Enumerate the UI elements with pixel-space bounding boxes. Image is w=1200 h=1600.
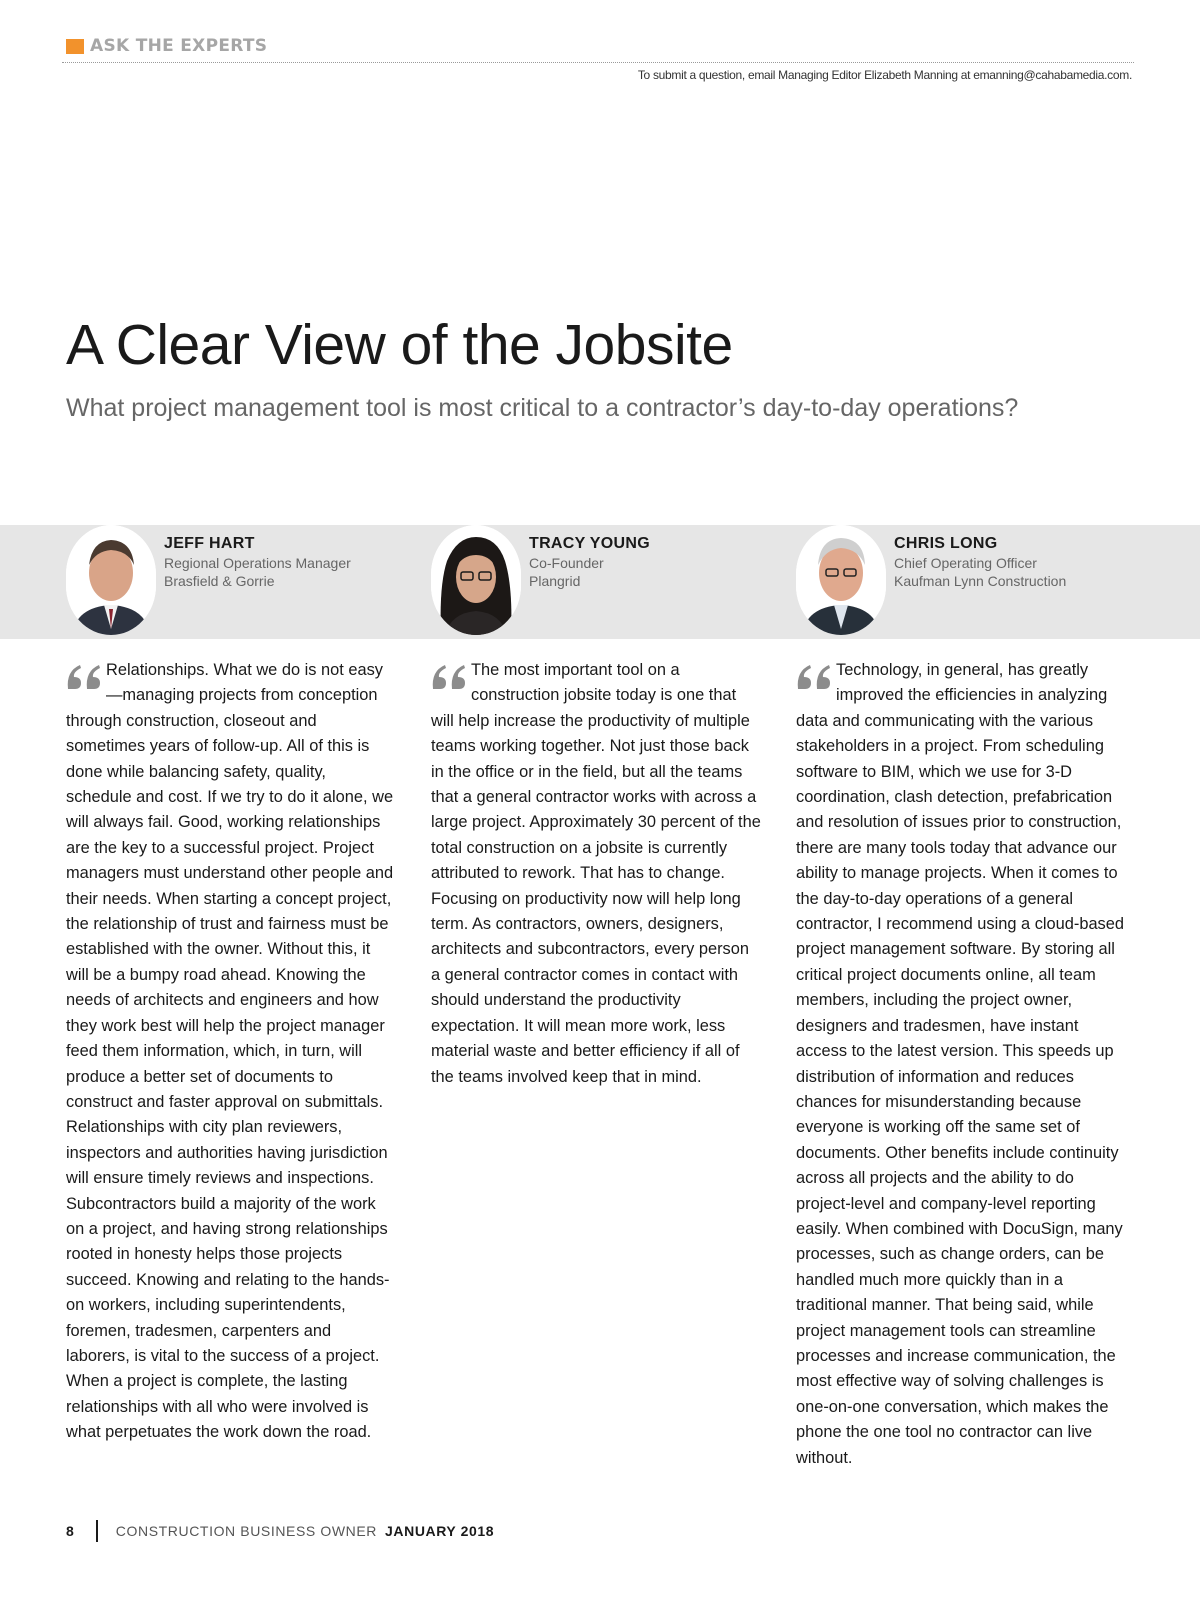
expert-role: Chief Operating Officer [894, 555, 1037, 571]
answer-column-3 [796, 658, 1126, 1471]
expert-role: Co-Founder [529, 555, 604, 571]
avatar [431, 525, 521, 635]
article-subtitle: What project management tool is most critical to a contractor’s day-to-day operations? [66, 394, 1019, 422]
answer-text: Technology, in general, has greatly improved the efficiencies in analyzing data and communicating with the various stakeholders in a project. From scheduling software to BIM, which we use for 3-D coordination, clash detection, prefabrication and resolution of issues prior to construction, there are many tools today that advance our ability to manage projects. When it comes to the day-to-day operations of a general contractor, I recommend using a cloud-based project management software. By storing all critical project documents online, all team members, including the project owner, designers and tradesmen, have instant access to the latest version. This speeds up distribution of information and reduces chances for misunderstanding because everyone is working off the same set of documents. Other benefits include continuity across all projects and the ability to do project-level and company-level reporting easily. When combined with DocuSign, many processes, such as change orders, can be handled much more quickly than in a traditional manner. That being said, while project management tools can streamline processes and increase communication, the most effective way of solving challenges is one-on-one conversation, which makes the phone the one tool no contractor can live without. [796, 661, 1124, 1467]
section-label: ASK THE EXPERTS [90, 36, 268, 56]
quote-icon [796, 661, 836, 703]
avatar [796, 525, 886, 635]
answer-text: Relationships. What we do is not easy—managing projects from conception through construction, closeout and sometimes years of follow-up. All of this is done while balancing safety, quality, schedule and cost. If we try to do it alone, we will always fail. Good, working relationships are the key to a successful project. Project managers must understand other people and their needs. When starting a concept project, the relationship of trust and fairness must be established with the owner. Without this, it will be a bumpy road ahead. Knowing the needs of architects and engineers and how they work best will help the project manager feed them information, which, in turn, will produce a better set of documents to construct and faster approval on submittals. Relationships with city plan reviewers, inspectors and authorities having jurisdiction will ensure timely reviews and inspections. Subcontractors build a majority of the work on a project, and having strong relationships rooted in honesty helps those projects succeed. Knowing and relating to the hands-on workers, including superintendents, foremen, tradesmen, carpenters and laborers, is vital to the success of a project. When a project is complete, the lasting relationships with all who were involved is what perpetuates the work down the road. [66, 661, 394, 1442]
article-title: A Clear View of the Jobsite [66, 313, 733, 377]
expert-name: CHRIS LONG [894, 535, 998, 552]
expert-company: Kaufman Lynn Construction [894, 573, 1067, 589]
expert-company: Brasfield & Gorrie [164, 573, 275, 589]
quote-icon [66, 661, 106, 703]
expert-name: TRACY YOUNG [529, 535, 650, 552]
section-header [66, 36, 267, 56]
expert-name: JEFF HART [164, 535, 255, 552]
avatar [66, 525, 156, 635]
header-divider [62, 62, 1134, 63]
expert-company: Plangrid [529, 573, 581, 589]
answer-column-1 [66, 658, 396, 1446]
page-footer [66, 1520, 494, 1542]
answer-text: The most important tool on a construction jobsite today is one that will help increase the productivity of multiple teams working together. Not just those back in the office or in the field, but all the teams that a general contractor works with across a large project. Approximately 30 percent of the total construction on a jobsite is currently attributed to rework. That has to change. Focusing on productivity now will help long term. As contractors, owners, designers, architects and subcontractors, every person a general contractor comes in contact with should understand the productivity expectation. It will mean more work, less material waste and better efficiency if all of the teams involved keep that in mind. [431, 661, 761, 1086]
issue-date: JANUARY 2018 [385, 1523, 495, 1539]
page-number: 8 [66, 1523, 74, 1539]
publication-name: CONSTRUCTION BUSINESS OWNER [115, 1523, 378, 1539]
section-marker [66, 39, 84, 54]
submit-note: To submit a question, email Managing Editor Elizabeth Manning at emanning@cahabamedia.com. [637, 68, 1132, 82]
answer-column-2 [431, 658, 761, 1090]
expert-role: Regional Operations Manager [164, 555, 351, 571]
footer-divider [96, 1520, 98, 1542]
quote-icon [431, 661, 471, 703]
